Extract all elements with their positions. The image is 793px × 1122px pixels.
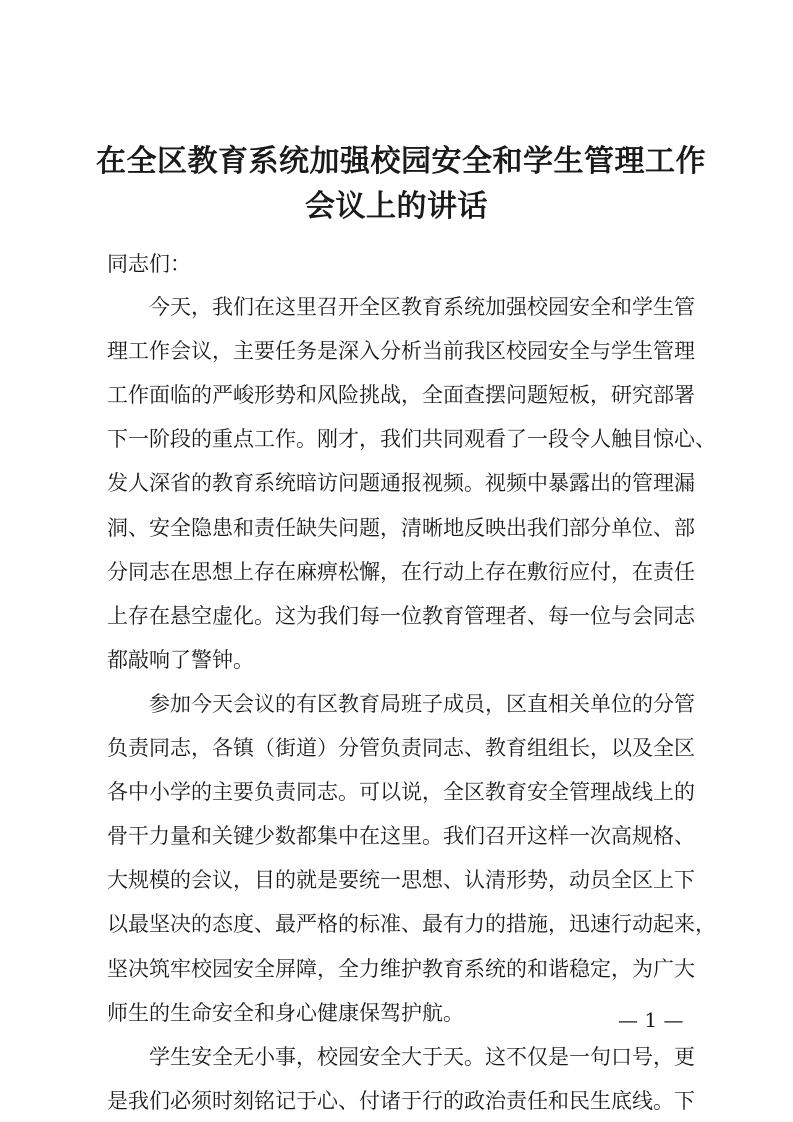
salutation: 同志们： bbox=[107, 252, 191, 276]
document-title-line-1: 在全区教育系统加强校园安全和学生管理工作 bbox=[96, 144, 706, 179]
paragraph-1-line-4: 下一阶段的重点工作。刚才，我们共同观看了一段令人触目惊心、 bbox=[107, 427, 716, 451]
paragraph-2-line-1: 参加今天会议的有区教育局班子成员，区直相关单位的分管 bbox=[149, 692, 695, 716]
paragraph-2-line-7: 坚决筑牢校园安全屏障，全力维护教育系统的和谐稳定，为广大 bbox=[107, 957, 695, 981]
paragraph-1-line-1: 今天，我们在这里召开全区教育系统加强校园安全和学生管 bbox=[149, 295, 695, 319]
page-number: — 1 — bbox=[618, 1008, 684, 1032]
paragraph-1-line-6: 洞、安全隐患和责任缺失问题，清晰地反映出我们部分单位、部 bbox=[107, 516, 695, 540]
paragraph-2-line-5: 大规模的会议，目的就是要统一思想、认清形势，动员全区上下 bbox=[107, 868, 695, 892]
document-title-line-2: 会议上的讲话 bbox=[305, 189, 488, 224]
paragraph-2-line-8: 师生的生命安全和身心健康保驾护航。 bbox=[107, 1001, 464, 1025]
paragraph-1-line-5: 发人深省的教育系统暗访问题通报视频。视频中暴露出的管理漏 bbox=[107, 471, 695, 495]
paragraph-3-line-2: 是我们必须时刻铭记于心、付诸于行的政治责任和民生底线。下 bbox=[107, 1089, 695, 1113]
paragraph-1-line-8: 上存在悬空虚化。这为我们每一位教育管理者、每一位与会同志 bbox=[107, 604, 695, 628]
paragraph-2-line-2: 负责同志，各镇（街道）分管负责同志、教育组组长，以及全区 bbox=[107, 736, 695, 760]
paragraph-3-line-1: 学生安全无小事，校园安全大于天。这不仅是一句口号，更 bbox=[149, 1045, 695, 1069]
paragraph-1-line-7: 分同志在思想上存在麻痹松懈，在行动上存在敷衍应付，在责任 bbox=[107, 560, 695, 584]
paragraph-2-line-6: 以最坚决的态度、最严格的标准、最有力的措施，迅速行动起来， bbox=[107, 912, 716, 936]
paragraph-2-line-4: 骨干力量和关键少数都集中在这里。我们召开这样一次高规格、 bbox=[107, 824, 695, 848]
paragraph-1-line-3: 工作面临的严峻形势和风险挑战，全面查摆问题短板，研究部署 bbox=[107, 383, 695, 407]
paragraph-2-line-3: 各中小学的主要负责同志。可以说，全区教育安全管理战线上的 bbox=[107, 780, 695, 804]
paragraph-1-line-9: 都敲响了警钟。 bbox=[107, 648, 254, 672]
paragraph-1-line-2: 理工作会议，主要任务是深入分析当前我区校园安全与学生管理 bbox=[107, 339, 695, 363]
